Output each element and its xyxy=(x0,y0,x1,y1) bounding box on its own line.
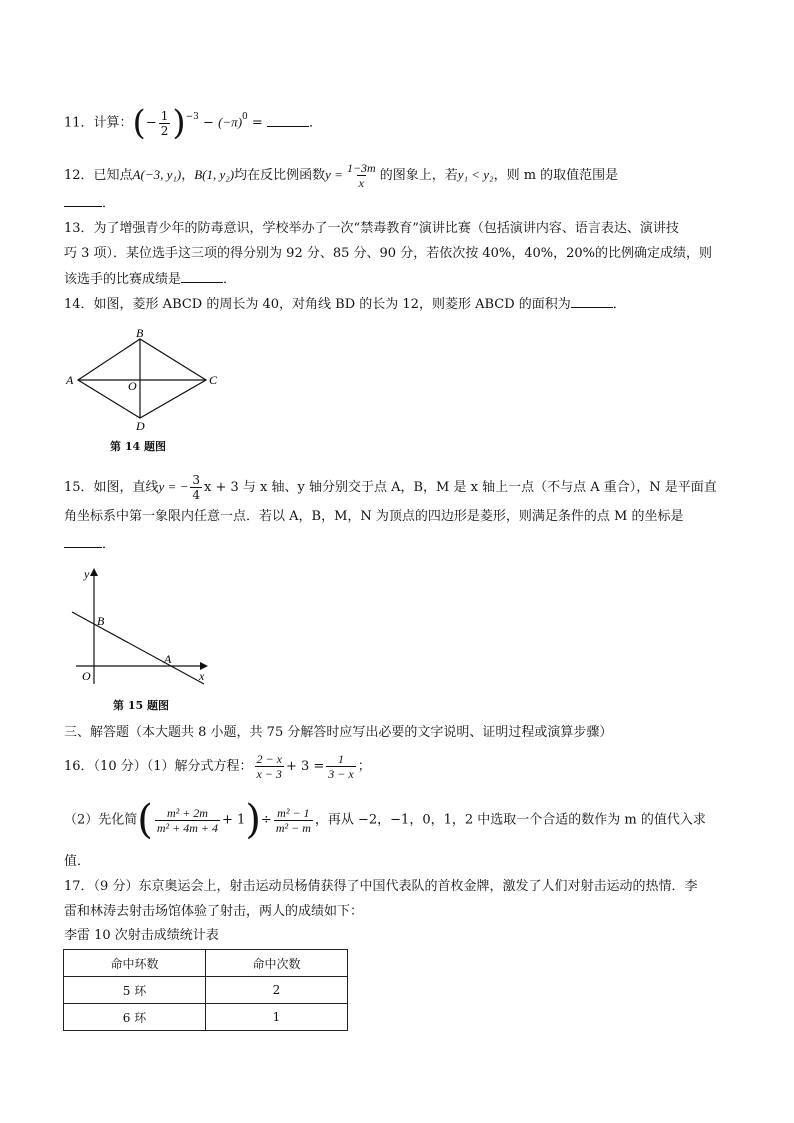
q12-answer-blank xyxy=(64,194,102,207)
table-cell: 5 环 xyxy=(64,977,206,1004)
question-12: 12．已知点A(−3, y₁)，B(1, y₂)均在反比例函数y = $\frac{1-3m}{x}$ 的图象上，若y₁ < y₂，则 m 的取值范围是 xyxy=(64,161,619,190)
label-o: O xyxy=(82,669,91,683)
q15-answer-line: ． xyxy=(64,535,115,554)
q14-answer-blank xyxy=(571,295,613,308)
question-17-line-1: 17．（9 分）东京奥运会上，射击运动员杨倩获得了中国代表队的首枚金牌，激发了人们对射击运动的热情．李 xyxy=(64,879,698,894)
table-row xyxy=(64,1004,348,1031)
q13-answer-blank xyxy=(181,270,223,283)
label-a: A xyxy=(164,652,172,666)
label-b: B xyxy=(136,326,144,340)
question-13-line-2: 巧 3 项）．某位选手这三项的得分别为 92 分、85 分、90 分，若依次按 40%，40%，20%的比例确定成绩，则 xyxy=(64,246,713,261)
question-16-part-2-end: 值． xyxy=(64,854,91,869)
q11-prefix: 11．计算： xyxy=(64,115,133,131)
q11-answer-blank xyxy=(267,114,309,127)
label-a: A xyxy=(66,373,74,387)
question-13-line-3: 该选手的比赛成绩是 ． xyxy=(64,272,237,287)
q15-fraction: $\frac{3}{4}$ xyxy=(192,473,201,502)
label-y: y xyxy=(84,567,90,581)
table-cell: 6 环 xyxy=(64,1004,206,1031)
table-title: 李雷 10 次射击成绩统计表 xyxy=(64,928,219,943)
rhombus-figure xyxy=(60,325,220,435)
q12-answer-line: ． xyxy=(64,194,115,213)
table-header-cell: 命中环数 xyxy=(64,950,206,977)
question-15-line-2: 角坐标系中第一象限内任意一点．若以 A，B，M，N 为顶点的四边形是菱形，则满足条件的点 M 的坐标是 xyxy=(64,509,684,524)
question-15-line-1: 15．如图，直线y = − $\frac{3}{4}$ x + 3 与 x 轴、y 轴分别交于点 A，B，M 是 x 轴上一点（不与点 A 重合），N 是平面直 xyxy=(64,473,717,502)
label-d: D xyxy=(136,419,145,433)
line-ab xyxy=(72,612,204,684)
label-o: O xyxy=(128,379,137,393)
q15-answer-blank xyxy=(64,535,102,548)
y-axis-arrow xyxy=(90,568,98,576)
shooting-score-table xyxy=(63,949,348,1031)
q15-caption: 第 15 题图 xyxy=(113,699,169,712)
question-14: 14．如图，菱形 ABCD 的周长为 40，对角线 BD 的长为 12，则菱形 ABCD 的面积为 ． xyxy=(64,297,626,312)
label-x: x xyxy=(199,669,205,683)
rhombus-outline xyxy=(78,339,206,418)
question-13-line-1: 13．为了增强青少年的防毒意识，学校举办了一次“禁毒教育”演讲比赛（包括演讲内容、语言表达、演讲技 xyxy=(64,221,679,236)
label-b: B xyxy=(97,614,105,628)
q12-fraction: $\frac{1-3m}{x}$ xyxy=(346,161,376,190)
question-16-part-1: 16．（10 分）（1）解分式方程： $\frac{2 - x}{x - 3}$ + 3 = $\frac{1}{3 - x}$ ； xyxy=(64,752,371,781)
question-16-part-2: （2）先化简( $\frac{\text{m² + 2m}}{\text{m² + 4m + 4}}$ + 1)÷ $\frac{\text{m² − 1}}{\text{m² − m}}$ ，再从 −2，−1，0，1，2 中选取一个合适的数作为 m 的值代入求 xyxy=(64,797,706,843)
q14-caption: 第 14 题图 xyxy=(110,440,166,453)
label-c: C xyxy=(209,373,218,387)
table-header-cell: 命中次数 xyxy=(206,950,348,977)
table-header-row xyxy=(64,950,348,977)
q11-fraction: $\frac{1}{2}$ xyxy=(160,108,169,138)
question-17-line-2: 雷和林涛去射击场馆体验了射击，两人的成绩如下： xyxy=(64,904,364,919)
table-cell: 2 xyxy=(206,977,348,1004)
table-row xyxy=(64,977,348,1004)
question-11: 11．计算：(− $\frac{1}{2}$ )$^{-3} - (-\pi)^0$ = ． xyxy=(64,103,322,143)
section-3-heading: 三、解答题（本大题共 8 小题，共 75 分解答时应写出必要的文字说明、证明过程或演算步骤） xyxy=(64,725,613,740)
coordinate-figure xyxy=(68,562,218,687)
table-cell: 1 xyxy=(206,1004,348,1031)
